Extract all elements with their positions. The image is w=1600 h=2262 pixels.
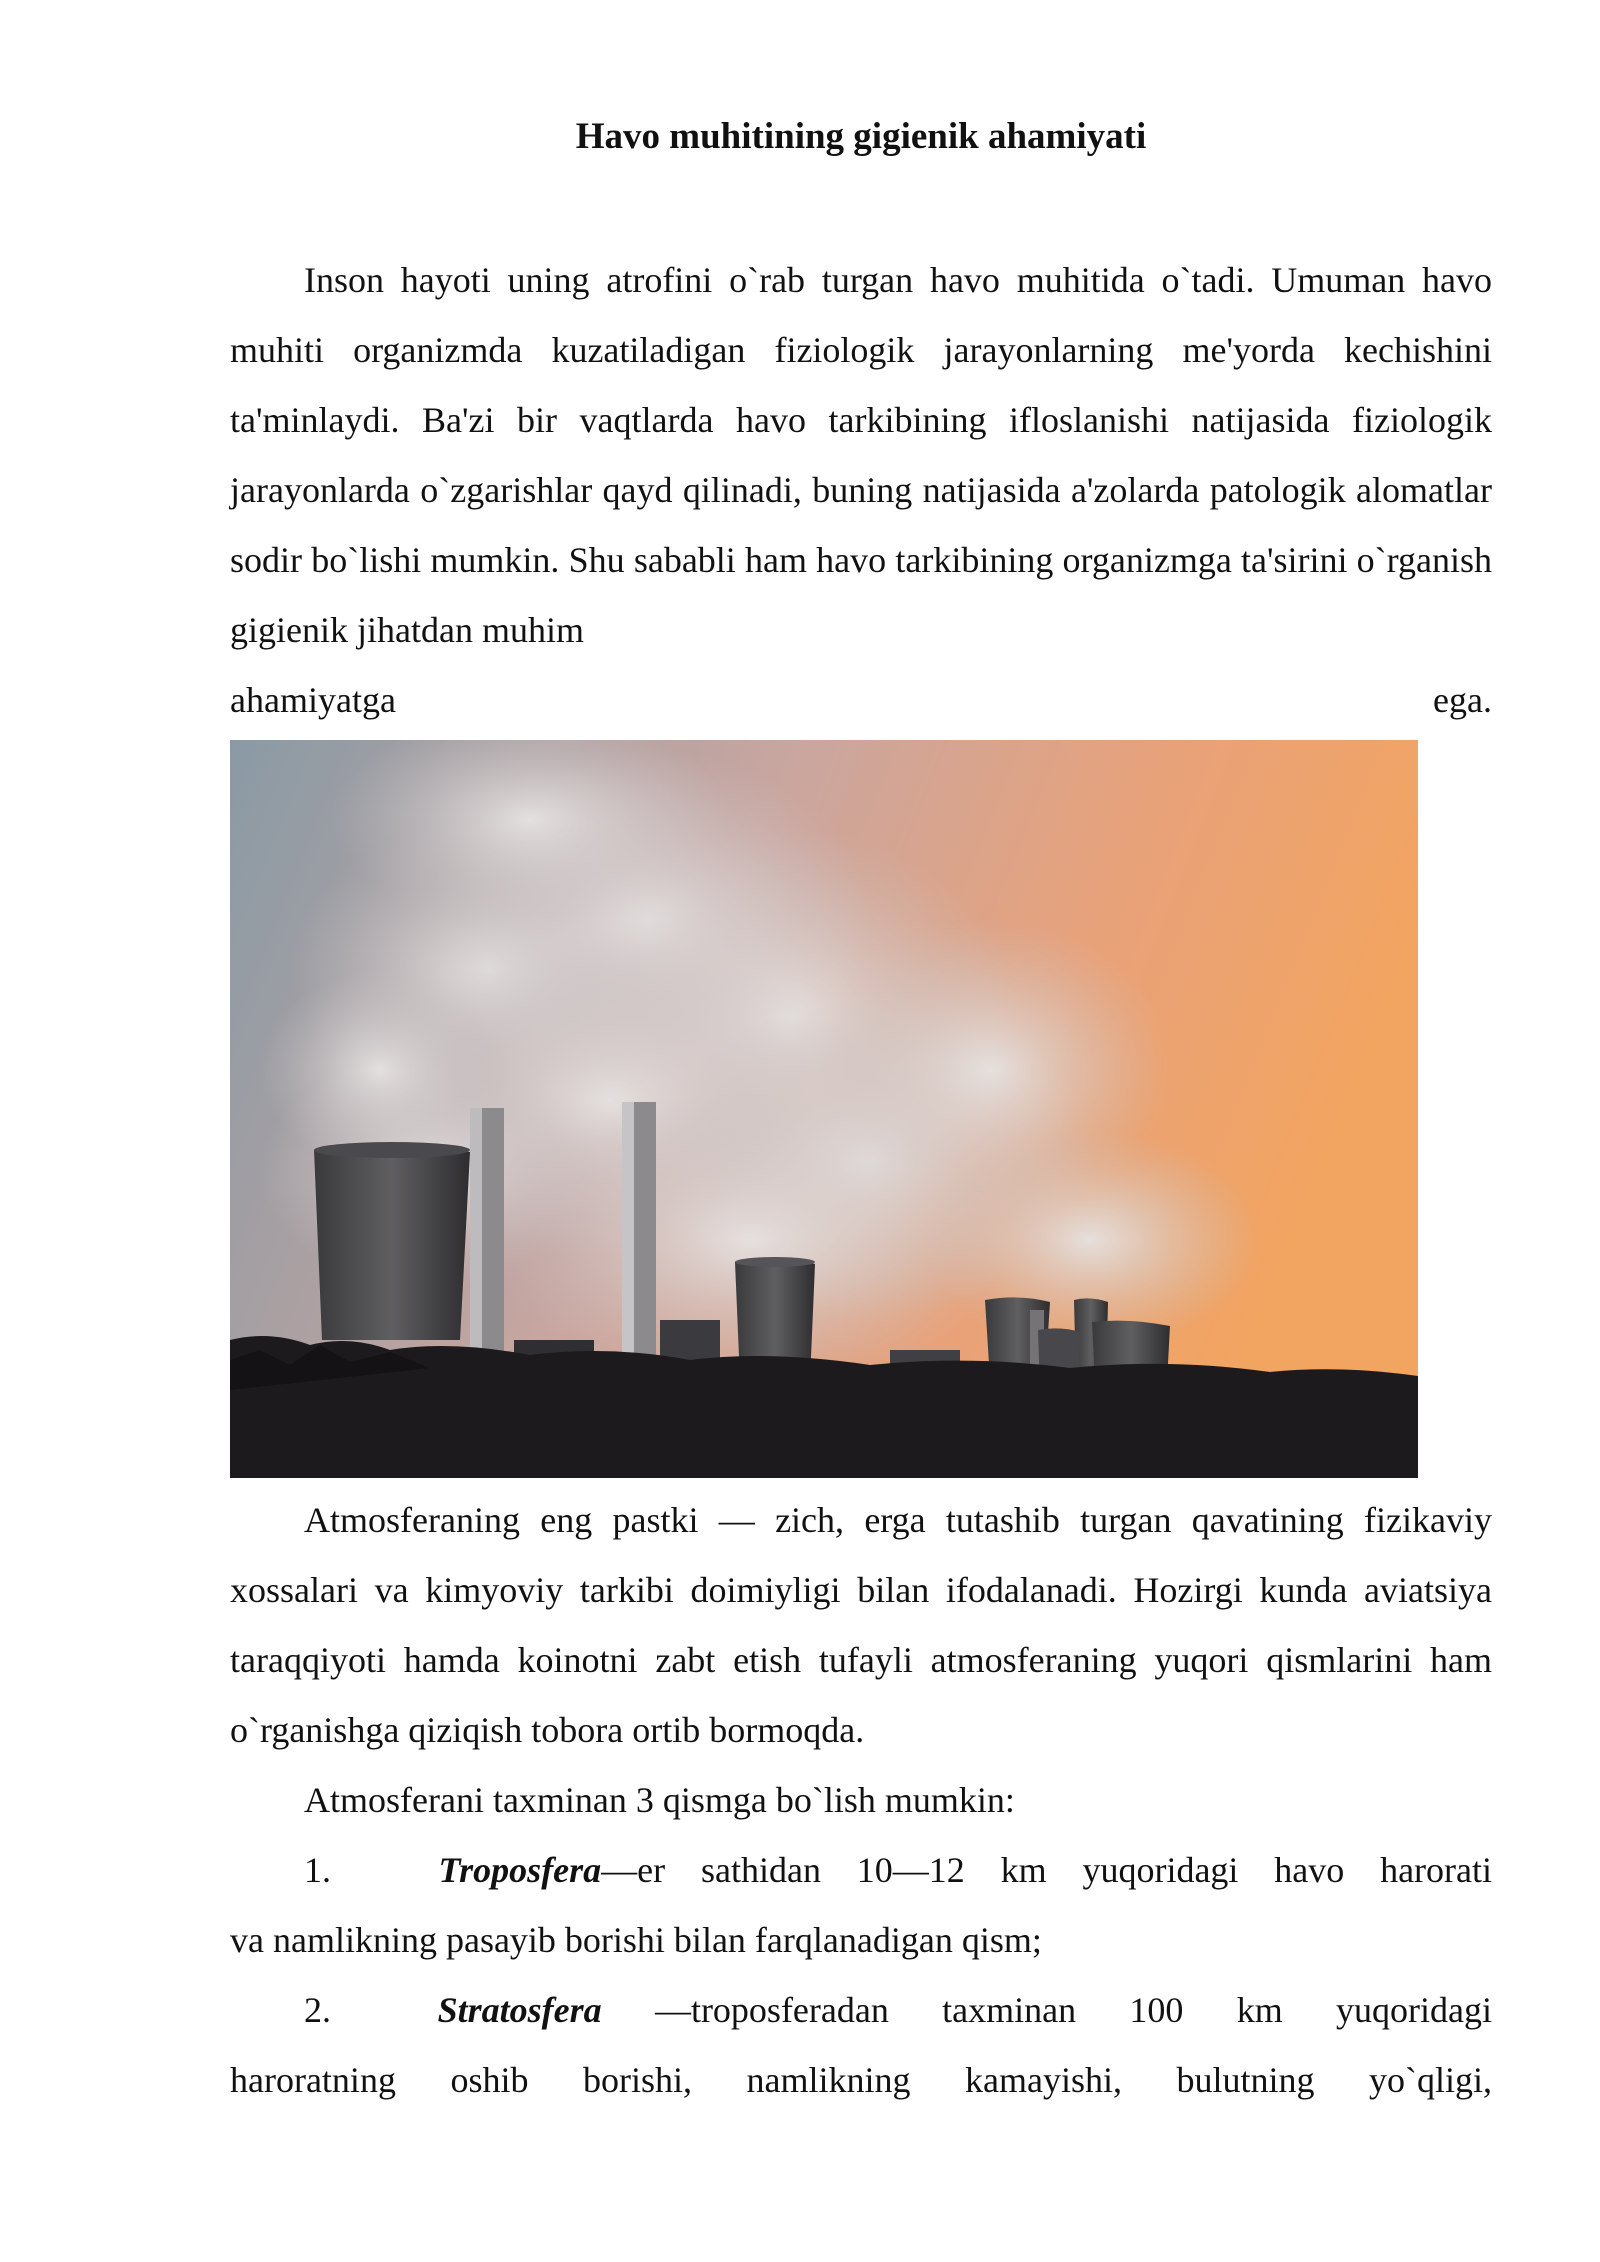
troposfera-line-2: va namlikning pasayib borishi bilan farqlanadigan qism; bbox=[230, 1920, 1042, 1960]
troposfera-definition-start: —er sathidan 10—12 km yuqoridagi havo harorati bbox=[601, 1850, 1493, 1890]
layers-intro: Atmosferani taxminan 3 qismga bo`lish mumkin: bbox=[304, 1780, 1015, 1820]
stratosfera-line-2: haroratning oshib borishi, namlikning kamayishi, bulutning yo`qligi, bbox=[230, 2060, 1492, 2100]
stratosfera-term: Stratosfera bbox=[437, 1990, 602, 2030]
intro-last-word-right: ega. bbox=[1433, 680, 1492, 720]
intro-last-word-left: ahamiyatga bbox=[230, 680, 396, 720]
intro-paragraph-text: Inson hayoti uning atrofini o`rab turgan havo muhitida o`tadi. Umuman havo muhiti organizmda kuzatiladigan fiziologik jarayonlarning me'yorda kechishini ta'minlaydi. Ba'zi bir vaqtlarda havo tarkibining ifloslanishi natijasida fiziologik jarayonlarda o`zgarishlar qayd qilinadi, buning natijasida a'zolarda patologik alomatlar sodir bo`lishi mumkin. Shu sababli ham havo tarkibining organizmga ta'sirini o`rganish gigienik jihatdan muhim bbox=[230, 260, 1492, 650]
stratosfera-line-1 bbox=[230, 1975, 1492, 2045]
page-title: Havo muhitining gigienik ahamiyati bbox=[575, 116, 1147, 157]
list-item-troposfera bbox=[230, 1835, 1492, 1975]
troposfera-term: Troposfera bbox=[438, 1850, 602, 1890]
atmosphere-paragraph: Atmosferaning eng pastki — zich, erga tutashib turgan qavatining fizikaviy xossalari va kimyoviy tarkibi doimiyligi bilan ifodalanadi. Hozirgi kunda aviatsiya taraqqiyoti hamda koinotni zabt etish tufayli atmosferaning yuqori qismlarini ham o`rganishga qiziqish tobora ortib bormoqda. bbox=[230, 1500, 1492, 1750]
stratosfera-definition-start: —troposferadan taxminan 100 km yuqoridagi bbox=[601, 1990, 1492, 2030]
stratosfera-number: 2. bbox=[304, 1990, 331, 2030]
intro-paragraph bbox=[230, 245, 1492, 735]
intro-paragraph-last-line bbox=[230, 665, 1492, 735]
troposfera-number: 1. bbox=[304, 1850, 331, 1890]
troposfera-line-1 bbox=[230, 1835, 1492, 1905]
list-item-stratosfera bbox=[230, 1975, 1492, 2115]
power-plant-photo bbox=[230, 740, 1418, 1478]
